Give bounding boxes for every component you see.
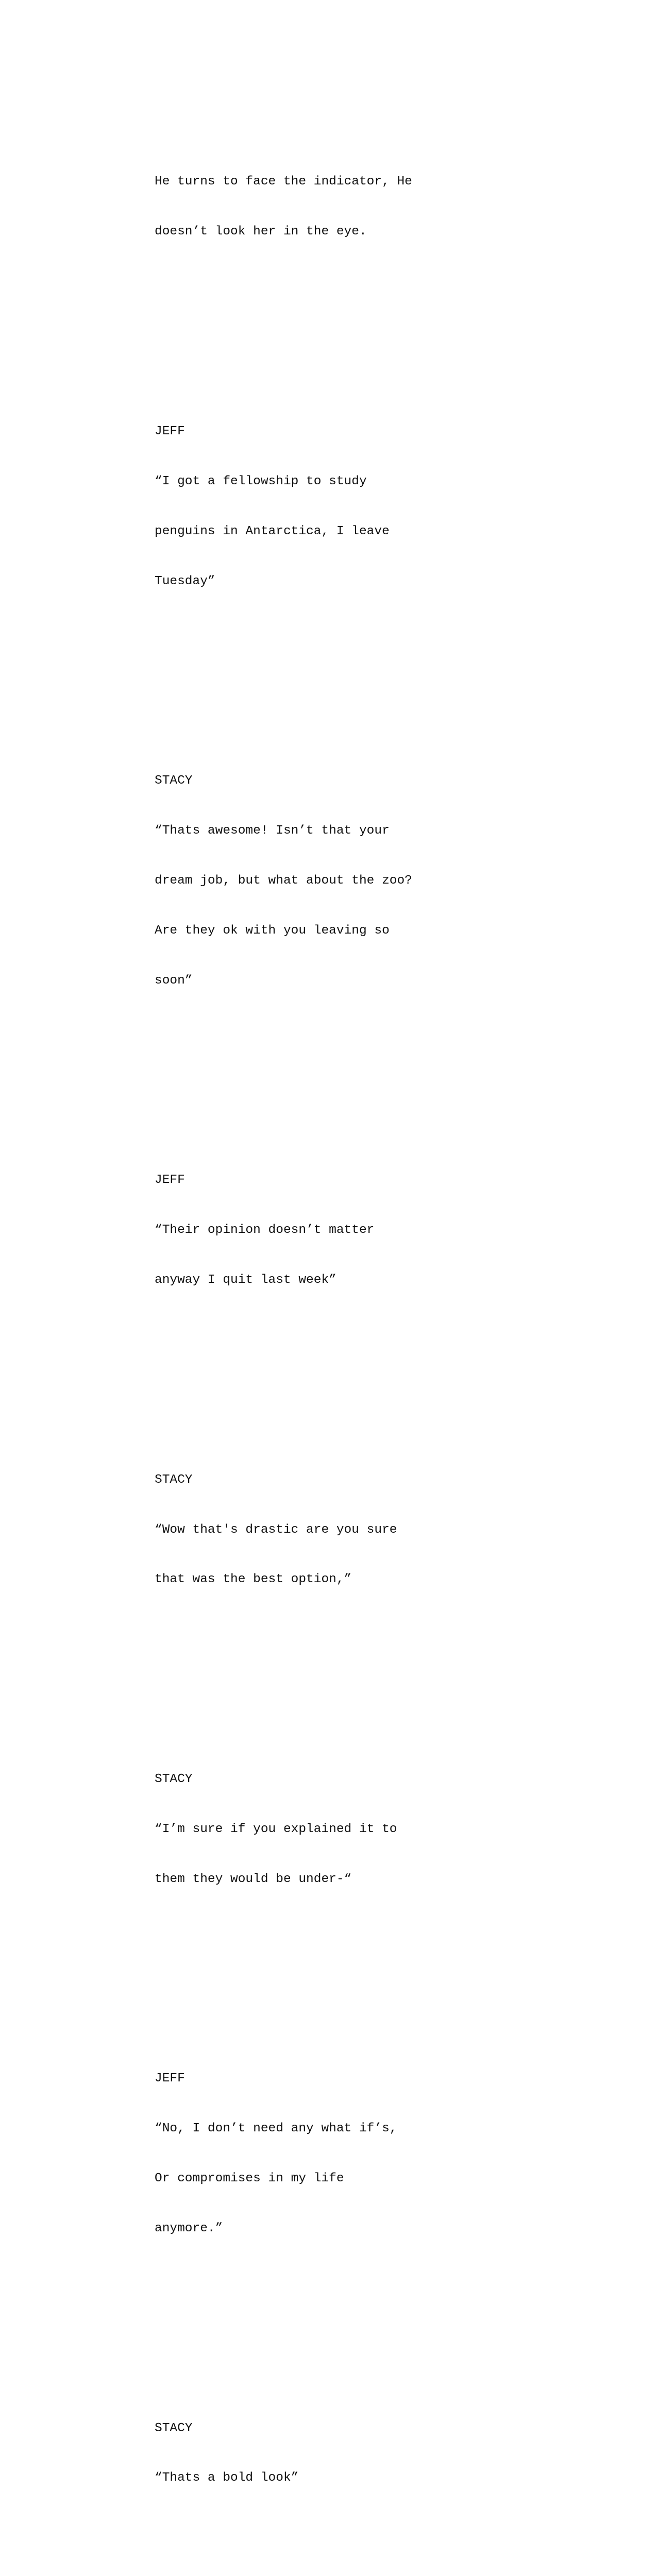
character-name: JEFF [155,424,185,438]
character-name: STACY [155,2421,193,2435]
dialogue-line: “Their opinion doesn’t matter [155,1223,375,1238]
dialogue-line: “Wow that's drastic are you sure [155,1522,397,1537]
dialogue-line: that was the best option,” [155,1572,352,1587]
character-name: STACY [155,1472,193,1487]
dialogue-line: penguins in Antarctica, I leave [155,524,390,538]
dialogue-line: Or compromises in my life [155,2172,344,2186]
action-line: He turns to face the indicator, He [155,175,412,189]
action-line: doesn’t look her in the eye. [155,225,367,239]
dialogue-line: anyway I quit last week” [155,1273,336,1287]
spacer [155,1073,515,1089]
spacer [155,1372,515,1388]
dialogue-block [155,1738,515,1921]
spacer [155,1971,515,1988]
dialogue-block [155,2387,515,2520]
dialogue-line: soon” [155,973,193,988]
dialogue-line: dream job, but what about the zoo? [155,873,412,888]
dialogue-block [155,740,515,1023]
dialogue-line: “No, I don’t need any what if’s, [155,2122,397,2136]
character-name: JEFF [155,1173,185,1188]
dialogue-block [155,1438,515,1621]
dialogue-line: anymore.” [155,2222,223,2235]
screenplay-body [155,91,515,2576]
spacer [155,2570,515,2576]
dialogue-block [155,1139,515,1322]
action-block [155,141,515,274]
spacer [155,1671,515,1688]
character-name: JEFF [155,2072,185,2086]
spacer [155,673,515,689]
character-name: STACY [155,1772,193,1786]
dialogue-block [155,390,515,623]
dialogue-line: them they would be under-“ [155,1872,352,1886]
dialogue-block [155,2038,515,2270]
dialogue-line: “I’m sure if you explained it to [155,1822,397,1836]
dialogue-line: Are they ok with you leaving so [155,923,390,938]
spacer [155,2320,515,2337]
dialogue-line: “Thats a bold look” [155,2471,299,2485]
dialogue-line: Tuesday” [155,574,215,588]
dialogue-line: “Thats awesome! Isn’t that your [155,824,390,838]
dialogue-line: “I got a fellowship to study [155,474,367,488]
spacer [155,324,515,340]
character-name: STACY [155,774,193,788]
